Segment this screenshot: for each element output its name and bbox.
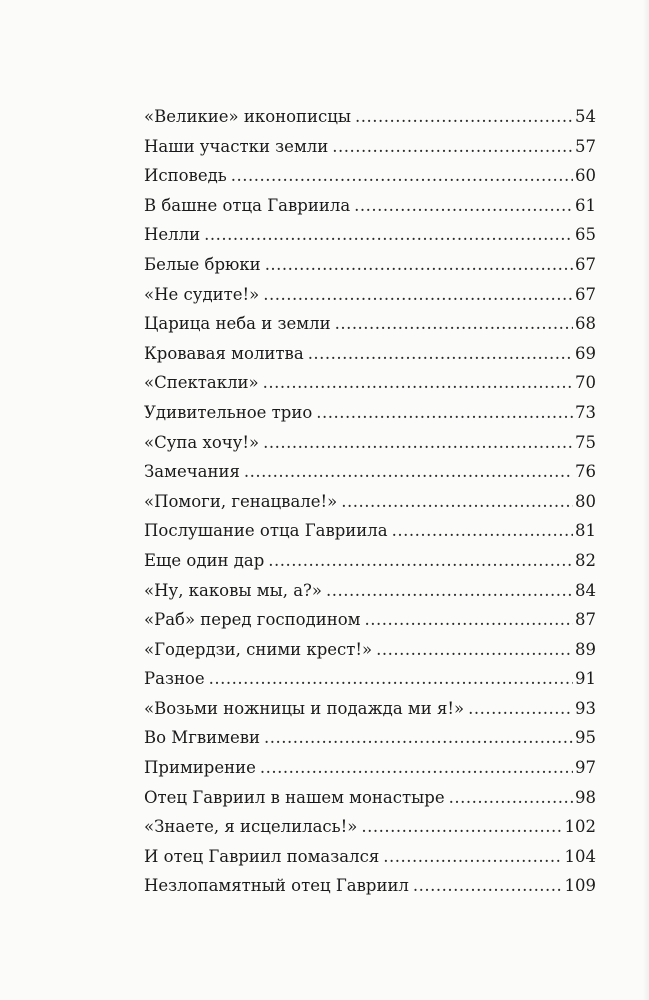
toc-entry-page: 70 xyxy=(575,373,596,393)
toc-dot-leader xyxy=(326,576,573,606)
toc-entry xyxy=(144,487,596,517)
table-of-contents xyxy=(144,102,596,901)
toc-entry xyxy=(144,428,596,458)
toc-entry xyxy=(144,457,596,487)
toc-entry-title: Во Мгвимеви xyxy=(144,728,261,748)
toc-entry-page: 67 xyxy=(575,284,596,304)
toc-entry-title: Незлопамятный отец Гавриил xyxy=(144,876,409,896)
toc-entry xyxy=(144,842,596,872)
toc-entry-page: 73 xyxy=(575,402,596,422)
toc-entry-page: 109 xyxy=(564,876,596,896)
toc-entry xyxy=(144,250,596,280)
toc-entry xyxy=(144,368,596,398)
toc-entry xyxy=(144,220,596,250)
toc-entry xyxy=(144,664,596,694)
toc-entry-page: 60 xyxy=(575,166,596,186)
toc-dot-leader xyxy=(335,309,573,339)
toc-entry-page: 57 xyxy=(575,136,596,156)
toc-entry-title: Разное xyxy=(144,669,205,689)
toc-entry-title: «Знаете, я исцелилась!» xyxy=(144,817,358,837)
toc-entry-title: Исповедь xyxy=(144,166,227,186)
toc-entry-title: Наши участки земли xyxy=(144,136,329,156)
toc-entry xyxy=(144,102,596,132)
toc-entry-page: 82 xyxy=(575,550,596,570)
toc-entry-title: «Спектакли» xyxy=(144,373,259,393)
toc-entry xyxy=(144,871,596,901)
toc-entry-title: Белые брюки xyxy=(144,254,261,274)
toc-dot-leader xyxy=(361,812,562,842)
toc-entry-title: «Раб» перед господином xyxy=(144,610,361,630)
toc-entry-title: Еще один дар xyxy=(144,550,265,570)
toc-dot-leader xyxy=(468,694,573,724)
toc-entry xyxy=(144,576,596,606)
toc-entry-title: «Не судите!» xyxy=(144,284,260,304)
toc-entry-title: «Помоги, генацвале!» xyxy=(144,491,338,511)
toc-entry xyxy=(144,812,596,842)
toc-entry-page: 80 xyxy=(575,491,596,511)
toc-entry xyxy=(144,280,596,310)
toc-dot-leader xyxy=(260,753,573,783)
toc-entry-title: «Супа хочу!» xyxy=(144,432,260,452)
toc-entry xyxy=(144,694,596,724)
toc-entry-page: 65 xyxy=(575,225,596,245)
toc-dot-leader xyxy=(449,783,573,813)
toc-entry-page: 69 xyxy=(575,343,596,363)
toc-entry-title: Примирение xyxy=(144,758,256,778)
toc-entry xyxy=(144,339,596,369)
toc-entry xyxy=(144,516,596,546)
toc-entry-page: 75 xyxy=(575,432,596,452)
toc-entry xyxy=(144,635,596,665)
toc-entry xyxy=(144,398,596,428)
toc-entry xyxy=(144,191,596,221)
toc-entry-title: В башне отца Гавриила xyxy=(144,195,351,215)
toc-entry-page: 95 xyxy=(575,728,596,748)
toc-dot-leader xyxy=(355,102,573,132)
toc-entry-title: Удивительное трио xyxy=(144,402,313,422)
toc-dot-leader xyxy=(341,487,573,517)
toc-entry xyxy=(144,753,596,783)
toc-dot-leader xyxy=(263,280,573,310)
toc-entry-title: Кровавая молитва xyxy=(144,343,304,363)
toc-dot-leader xyxy=(383,842,562,872)
toc-dot-leader xyxy=(392,516,573,546)
toc-entry-page: 104 xyxy=(564,846,596,866)
toc-entry-title: Нелли xyxy=(144,225,201,245)
toc-entry-title: Замечания xyxy=(144,462,240,482)
toc-entry xyxy=(144,723,596,753)
toc-entry-page: 61 xyxy=(575,195,596,215)
toc-dot-leader xyxy=(332,132,573,162)
toc-entry-page: 84 xyxy=(575,580,596,600)
toc-entry-page: 68 xyxy=(575,314,596,334)
toc-entry-page: 102 xyxy=(564,817,596,837)
toc-entry-title: Отец Гавриил в нашем монастыре xyxy=(144,787,445,807)
toc-entry-title: Послушание отца Гавриила xyxy=(144,521,388,541)
toc-entry-page: 91 xyxy=(575,669,596,689)
toc-entry-title: «Великие» иконописцы xyxy=(144,107,352,126)
toc-dot-leader xyxy=(354,191,573,221)
toc-entry xyxy=(144,309,596,339)
toc-dot-leader xyxy=(263,428,573,458)
toc-dot-leader xyxy=(413,871,563,901)
toc-dot-leader xyxy=(316,398,573,428)
toc-entry xyxy=(144,132,596,162)
toc-entry-page: 76 xyxy=(575,462,596,482)
toc-entry-page: 93 xyxy=(575,698,596,718)
toc-entry-page: 97 xyxy=(575,758,596,778)
toc-entry-page: 54 xyxy=(575,107,596,126)
toc-entry xyxy=(144,783,596,813)
toc-entry-page: 89 xyxy=(575,639,596,659)
toc-entry xyxy=(144,546,596,576)
toc-entry-page: 67 xyxy=(575,254,596,274)
toc-dot-leader xyxy=(264,723,573,753)
toc-entry-title: Царица неба и земли xyxy=(144,314,331,334)
toc-dot-leader xyxy=(268,546,573,576)
toc-entry xyxy=(144,605,596,635)
toc-entry-page: 87 xyxy=(575,610,596,630)
toc-entry-title: «Возьми ножницы и подажда ми я!» xyxy=(144,698,465,718)
toc-dot-leader xyxy=(204,220,573,250)
toc-entry-title: «Годердзи, сними крест!» xyxy=(144,639,373,659)
toc-entry-page: 81 xyxy=(575,521,596,541)
toc-dot-leader xyxy=(244,457,573,487)
toc-dot-leader xyxy=(209,664,573,694)
toc-entry xyxy=(144,161,596,191)
toc-entry-title: И отец Гавриил помазался xyxy=(144,846,380,866)
toc-entry-title: «Ну, каковы мы, а?» xyxy=(144,580,322,600)
toc-dot-leader xyxy=(231,161,573,191)
toc-dot-leader xyxy=(263,368,573,398)
toc-dot-leader xyxy=(308,339,573,369)
toc-dot-leader xyxy=(376,635,573,665)
page-edge-shadow xyxy=(643,0,649,1000)
toc-dot-leader xyxy=(265,250,573,280)
toc-entry-page: 98 xyxy=(575,787,596,807)
toc-dot-leader xyxy=(364,605,573,635)
